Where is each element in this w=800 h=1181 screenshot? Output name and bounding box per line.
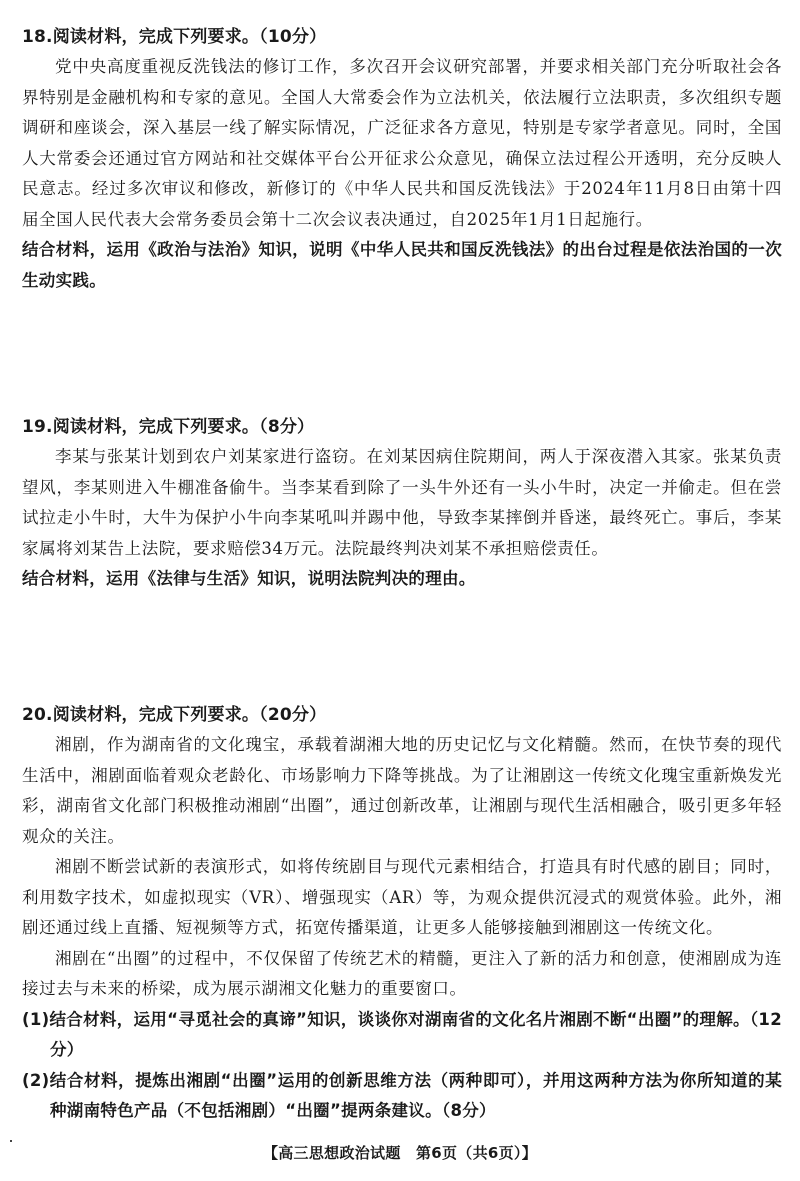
question-20	[22, 700, 782, 1127]
question-19	[22, 412, 782, 595]
question-18	[22, 22, 782, 296]
question-19-title: 19.阅读材料，完成下列要求。（8分）	[22, 417, 315, 437]
question-18-title: 18.阅读材料，完成下列要求。（10分）	[22, 27, 327, 47]
page-footer: 【高三思想政治试题 第6页（共6页）】	[262, 1144, 538, 1162]
question-20-subtask-2: (2)结合材料，提炼出湘剧“出圈”运用的创新思维方法（两种即可），并用这两种方法为你所知道的某种湖南特色产品（不包括湘剧）“出圈”提两条建议。（8分）	[22, 1070, 782, 1120]
question-18-material: 党中央高度重视反洗钱法的修订工作，多次召开会议研究部署，并要求相关部门充分听取社会各界特别是金融机构和专家的意见。全国人大常委会作为立法机关，依法履行立法职责，多次组织专题调研和座谈会，深入基层一线了解实际情况，广泛征求各方意见，特别是专家学者意见。同时，全国人大常委会还通过官方网站和社交媒体平台公开征求公众意见，确保立法过程公开透明，充分反映人民意志。经过多次审议和修改，新修订的《中华人民共和国反洗钱法》于2024年11月8日由第十四届全国人民代表大会常务委员会第十二次会议表决通过，自2025年1月1日起施行。	[22, 57, 782, 229]
question-20-material-3: 湘剧在“出圈”的过程中，不仅保留了传统艺术的精髓，更注入了新的活力和创意，使湘剧成为连接过去与未来的桥梁，成为展示湖湘文化魅力的重要窗口。	[22, 948, 782, 998]
question-18-task: 结合材料，运用《政治与法治》知识，说明《中华人民共和国反洗钱法》的出台过程是依法治国的一次生动实践。	[22, 240, 782, 290]
question-19-material: 李某与张某计划到农户刘某家进行盗窃。在刘某因病住院期间，两人于深夜潜入其家。张某负责望风，李某则进入牛棚准备偷牛。当李某看到除了一头牛外还有一头小牛时，决定一并偷走。但在尝试拉走小牛时，大牛为保护小牛向李某吼叫并踢中他，导致李某摔倒并昏迷，最终死亡。事后，李某家属将刘某告上法院，要求赔偿34万元。法院最终判决刘某不承担赔偿责任。	[22, 447, 782, 558]
question-20-subtask-1: (1)结合材料，运用“寻觅社会的真谛”知识，谈谈你对湖南省的文化名片湘剧不断“出圈”的理解。（12分）	[22, 1009, 782, 1059]
question-20-material-1: 湘剧，作为湖南省的文化瑰宝，承载着湖湘大地的历史记忆与文化精髓。然而，在快节奏的现代生活中，湘剧面临着观众老龄化、市场影响力下降等挑战。为了让湘剧这一传统文化瑰宝重新焕发光彩，湖南省文化部门积极推动湘剧“出圈”，通过创新改革，让湘剧与现代生活相融合，吸引更多年轻观众的关注。	[22, 735, 782, 846]
question-19-task: 结合材料，运用《法律与生活》知识，说明法院判决的理由。	[22, 569, 476, 588]
question-20-material-2: 湘剧不断尝试新的表演形式，如将传统剧目与现代元素相结合，打造具有时代感的剧目；同时，利用数字技术，如虚拟现实（VR）、增强现实（AR）等，为观众提供沉浸式的观赏体验。此外，湘剧还通过线上直播、短视频等方式，拓宽传播渠道，让更多人能够接触到湘剧这一传统文化。	[22, 857, 782, 937]
question-20-title: 20.阅读材料，完成下列要求。（20分）	[22, 705, 327, 725]
